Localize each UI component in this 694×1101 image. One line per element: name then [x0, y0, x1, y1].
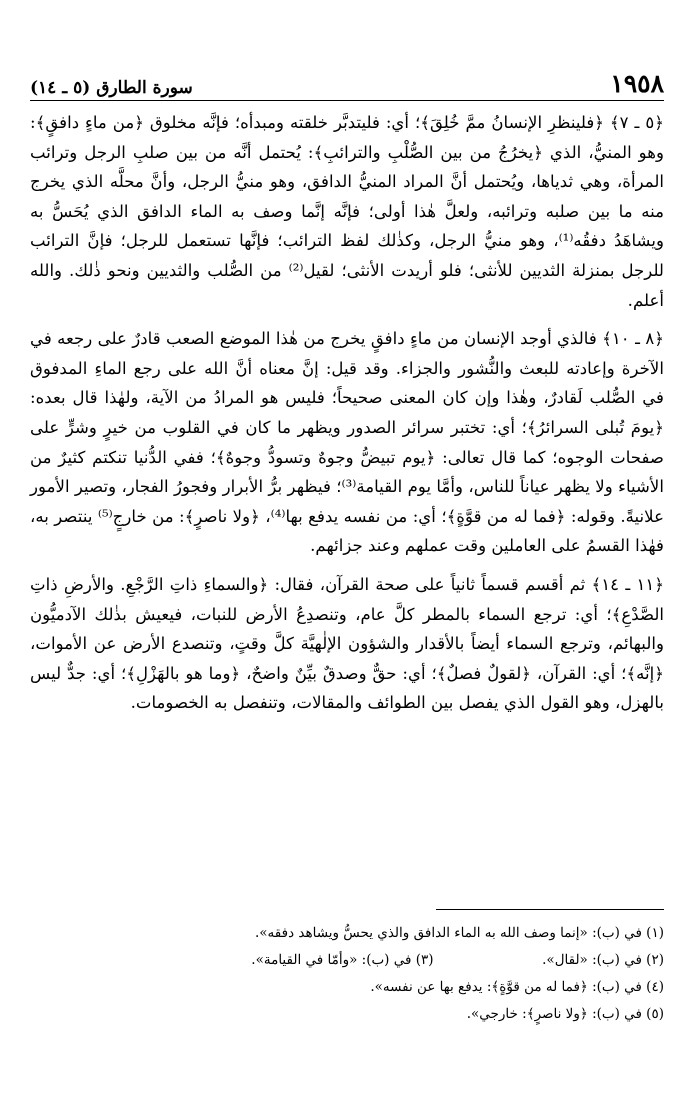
footnote-5: (٥) في (ب): ﴿ولا ناصرٍ﴾: خارجي».: [466, 1006, 664, 1022]
paragraph-verses-11-14: ﴿١١ ـ ١٤﴾ ثم أقسم قسماً ثانياً على صحة القرآن، فقال: ﴿والسماءِ ذاتِ الرَّجْعِ. والأرضِ ذاتِ الصَّدْعِ﴾؛ أي: ترجع السماء بالمطر كلَّ عام، وتنصدِعُ الأرض للنبات، فيعيش بذٰلك الآدميُّون والبهائم، وترجع السماء أيضاً بالأقدار والشؤون الإلٰهيَّة كلَّ وقتٍ، وتنصدع الأرض عن الأموات، ﴿إنَّه﴾؛ أي: القرآن، ﴿لقولٌ فصلٌ﴾؛ أي: حقٌّ وصدقٌ بيِّنٌ واضحٌ، ﴿وما هو بالهَزْلِ﴾؛ أي: جدٌّ ليس بالهزل، وهو القول الذي يفصل بين الطوائف والمقالات، وتنفصل به الخصومات.: [30, 574, 664, 713]
main-text: [30, 108, 664, 727]
paragraph-verses-8-10: ﴿٨ ـ ١٠﴾ فالذي أوجد الإنسان من ماءٍ دافقٍ يخرج من هٰذا الموضع الصعب قادرٌ على رجعه في الآخرة وإعادته للبعث والنُّشور والجزاء. وقد قيل: إنَّ معناه أنَّ الله على رجع الماءِ المدفوق في الصُّلب لَقادرٌ، وهٰذا وإن كان المعنى صحيحاً؛ فليس هو المرادُ من الآية، ولهٰذا قال بعده: ﴿يومَ تُبلى السرائرُ﴾؛ أي: تختبر سرائر الصدور ويظهر ما كان في القلوب من خيرٍ وشرٍّ على صفحات الوجوه؛ كما قال تعالى: ﴿يوم تبيضُّ وجوهٌ وتسودُّ وجوهٌ﴾؛ ففي الدُّنيا تنكتم كثيرٌ من الأشياء ولا يظهر عياناً للناس، وأمَّا يوم القيامة⁽³⁾؛ فيظهر برُّ الأبرار وفجورُ الفجار، وتصير الأمور علانيةً. وقوله: ﴿فما له من قوَّةٍ﴾؛ أي: من نفسه يدفع بها⁽⁴⁾، ﴿ولا ناصرٍ﴾: من خارجٍ⁽⁵⁾ ينتصر به، فهٰذا القسمُ على العاملين وقت عملهم وعند جزائهم.: [30, 329, 664, 556]
page-header: [30, 58, 664, 98]
footnote-1: (١) في (ب): «إنما وصف الله به الماء الدافق والذي يحسُّ ويشاهد دفقه».: [255, 925, 664, 941]
header-divider: [30, 100, 664, 101]
footnotes: [30, 920, 664, 1028]
paragraph-verses-5-7: ﴿٥ ـ ٧﴾ ﴿فلينظرِ الإنسانُ ممَّ خُلِقَ﴾؛ أي: فليتدبَّر خلقته ومبدأه؛ فإنَّه مخلوق ﴿من ماءٍ دافقٍ﴾: وهو المنيُّ، الذي ﴿يخرُجُ من بين الصُّلْبِ والترائبِ﴾: يُحتمل أنَّه من بين صلبِ الرجل وترائب المرأة، وهي ثدياها، ويُحتمل أنَّ المراد المنيُّ الدافق، وهو منيُّ الرجل، وأنَّ محلَّه الذي يخرج منه ما بين صلبه وترائبه، ولعلَّ هٰذا أولى؛ فإنَّه إنَّما وصف به الماء الدافق الذي يُحَسُّ به ويشاهَدُ دفقُه⁽¹⁾، وهو منيُّ الرجل، وكذٰلك لفظ الترائب؛ فإنَّها تستعمل للرجل؛ فإنَّ الترائب للرجل بمنزلة الثديين للأنثى؛ فلو أريدت الأنثى؛ لقيل⁽²⁾ من الصُّلب والثديين ونحو ذٰلك. والله أعلم.: [30, 113, 664, 310]
footnote-4: (٤) في (ب): ﴿فما له من قوَّةٍ﴾: يدفع بها عن نفسه».: [370, 979, 664, 995]
footnote-divider: [436, 909, 664, 910]
running-head-surah: سورة الطارق (٥ ـ ١٤): [30, 78, 193, 98]
page-number: ١٩٥٨: [610, 69, 664, 98]
footnote-2: (٢) في (ب): «لقال».: [542, 952, 664, 968]
footnote-3: (٣) في (ب): «وأمّا في القيامة».: [251, 952, 434, 968]
footnote-row-2-3: [30, 947, 664, 974]
